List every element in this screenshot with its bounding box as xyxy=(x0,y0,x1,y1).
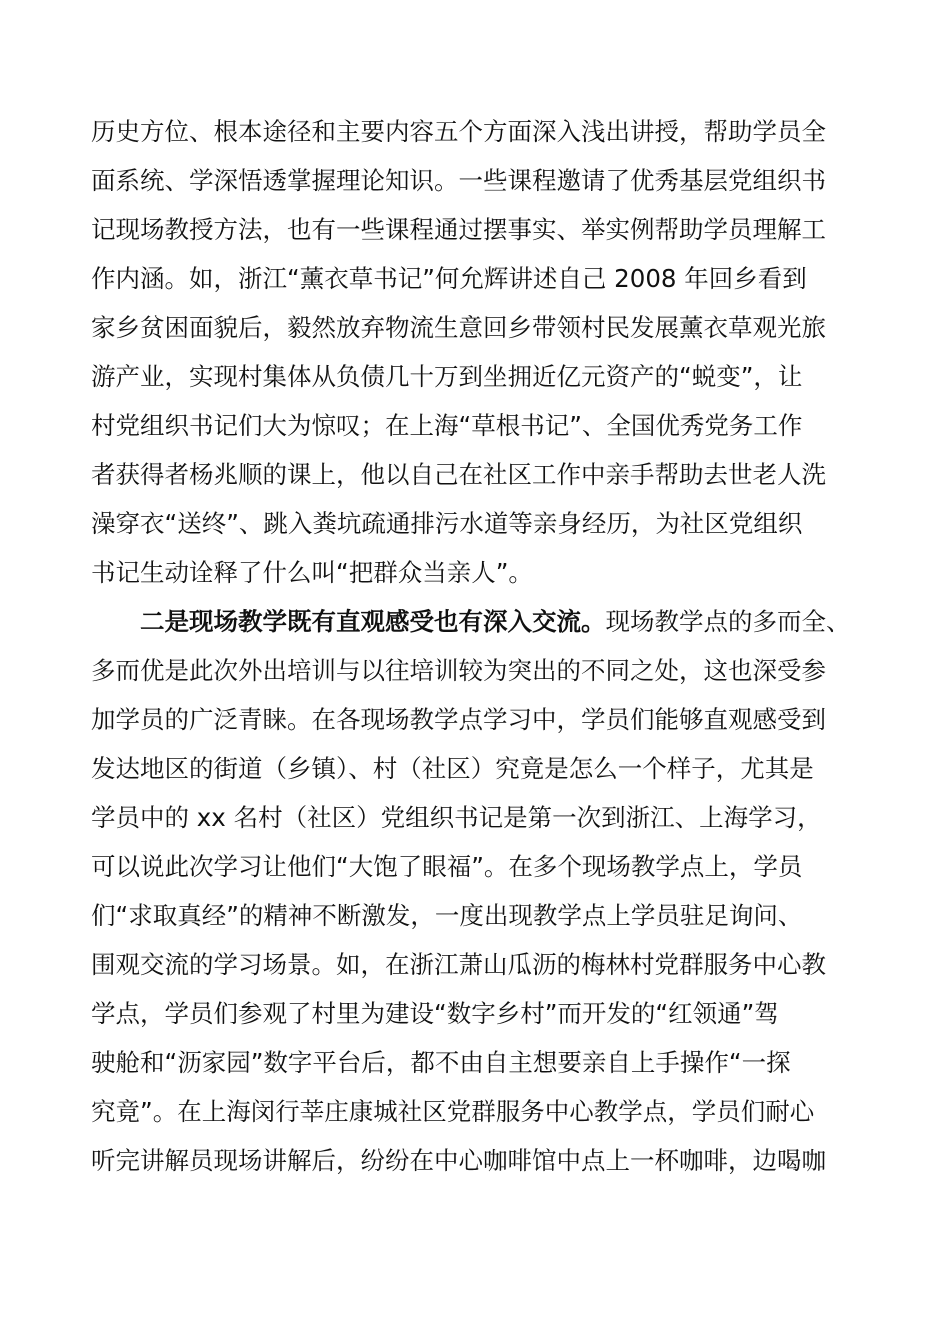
body-line: 究竟”。在上海闵行莘庄康城社区党群服务中心教学点，学员们耐心 xyxy=(91,1097,815,1126)
body-line: 多而优是此次外出培训与以往培训较为突出的不同之处，这也深受参 xyxy=(91,656,826,685)
body-line: 加学员的广泛青睐。在各现场教学点学习中，学员们能够直观感受到 xyxy=(91,705,826,734)
body-line: 书记生动诠释了什么叫“把群众当亲人”。 xyxy=(91,558,533,587)
body-line: 澡穿衣“送终”、跳入粪坑疏通排污水道等亲身经历，为社区党组织 xyxy=(91,509,803,538)
body-line: 游产业，实现村集体从负债几十万到坐拥近亿元资产的“蜕变”，让 xyxy=(91,362,803,391)
body-line: 者获得者杨兆顺的课上，他以自己在社区工作中亲手帮助去世老人洗 xyxy=(91,460,826,489)
body-line: 作内涵。如，浙江“薰衣草书记”何允辉讲述自己 2008 年回乡看到 xyxy=(91,264,807,293)
body-line: 围观交流的学习场景。如，在浙江萧山瓜沥的梅林村党群服务中心教 xyxy=(91,950,826,979)
body-line: 可以说此次学习让他们“大饱了眼福”。在多个现场教学点上，学员 xyxy=(91,852,803,881)
body-line: 驶舱和“沥家园”数字平台后，都不由自主想要亲自上手操作“一探 xyxy=(91,1048,791,1077)
body-line: 历史方位、根本途径和主要内容五个方面深入浅出讲授，帮助学员全 xyxy=(91,117,826,146)
body-line: 面系统、学深悟透掌握理论知识。一些课程邀请了优秀基层党组织书 xyxy=(91,166,826,195)
body-line: 记现场教授方法，也有一些课程通过摆事实、举实例帮助学员理解工 xyxy=(91,215,826,244)
body-line: 们“求取真经”的精神不断激发，一度出现教学点上学员驻足询问、 xyxy=(91,901,803,930)
body-line: 发达地区的街道（乡镇）、村（社区）究竟是怎么一个样子，尤其是 xyxy=(91,754,814,783)
body-line: 学点，学员们参观了村里为建设“数字乡村”而开发的“红领通”驾 xyxy=(91,999,779,1028)
paragraph-2-heading: 二是现场教学既有直观感受也有深入交流。 xyxy=(140,607,606,636)
body-line: 听完讲解员现场讲解后，纷纷在中心咖啡馆中点上一杯咖啡，边喝咖 xyxy=(91,1146,826,1175)
body-line: 家乡贫困面貌后，毅然放弃物流生意回乡带领村民发展薰衣草观光旅 xyxy=(91,313,826,342)
body-line: 学员中的 xx 名村（社区）党组织书记是第一次到浙江、上海学习， xyxy=(91,803,822,832)
paragraph-2-first-text: 现场教学点的多而全、 xyxy=(605,607,851,636)
paragraph-2-first-line xyxy=(140,607,851,637)
body-line: 村党组织书记们大为惊叹；在上海“草根书记”、全国优秀党务工作 xyxy=(91,411,803,440)
